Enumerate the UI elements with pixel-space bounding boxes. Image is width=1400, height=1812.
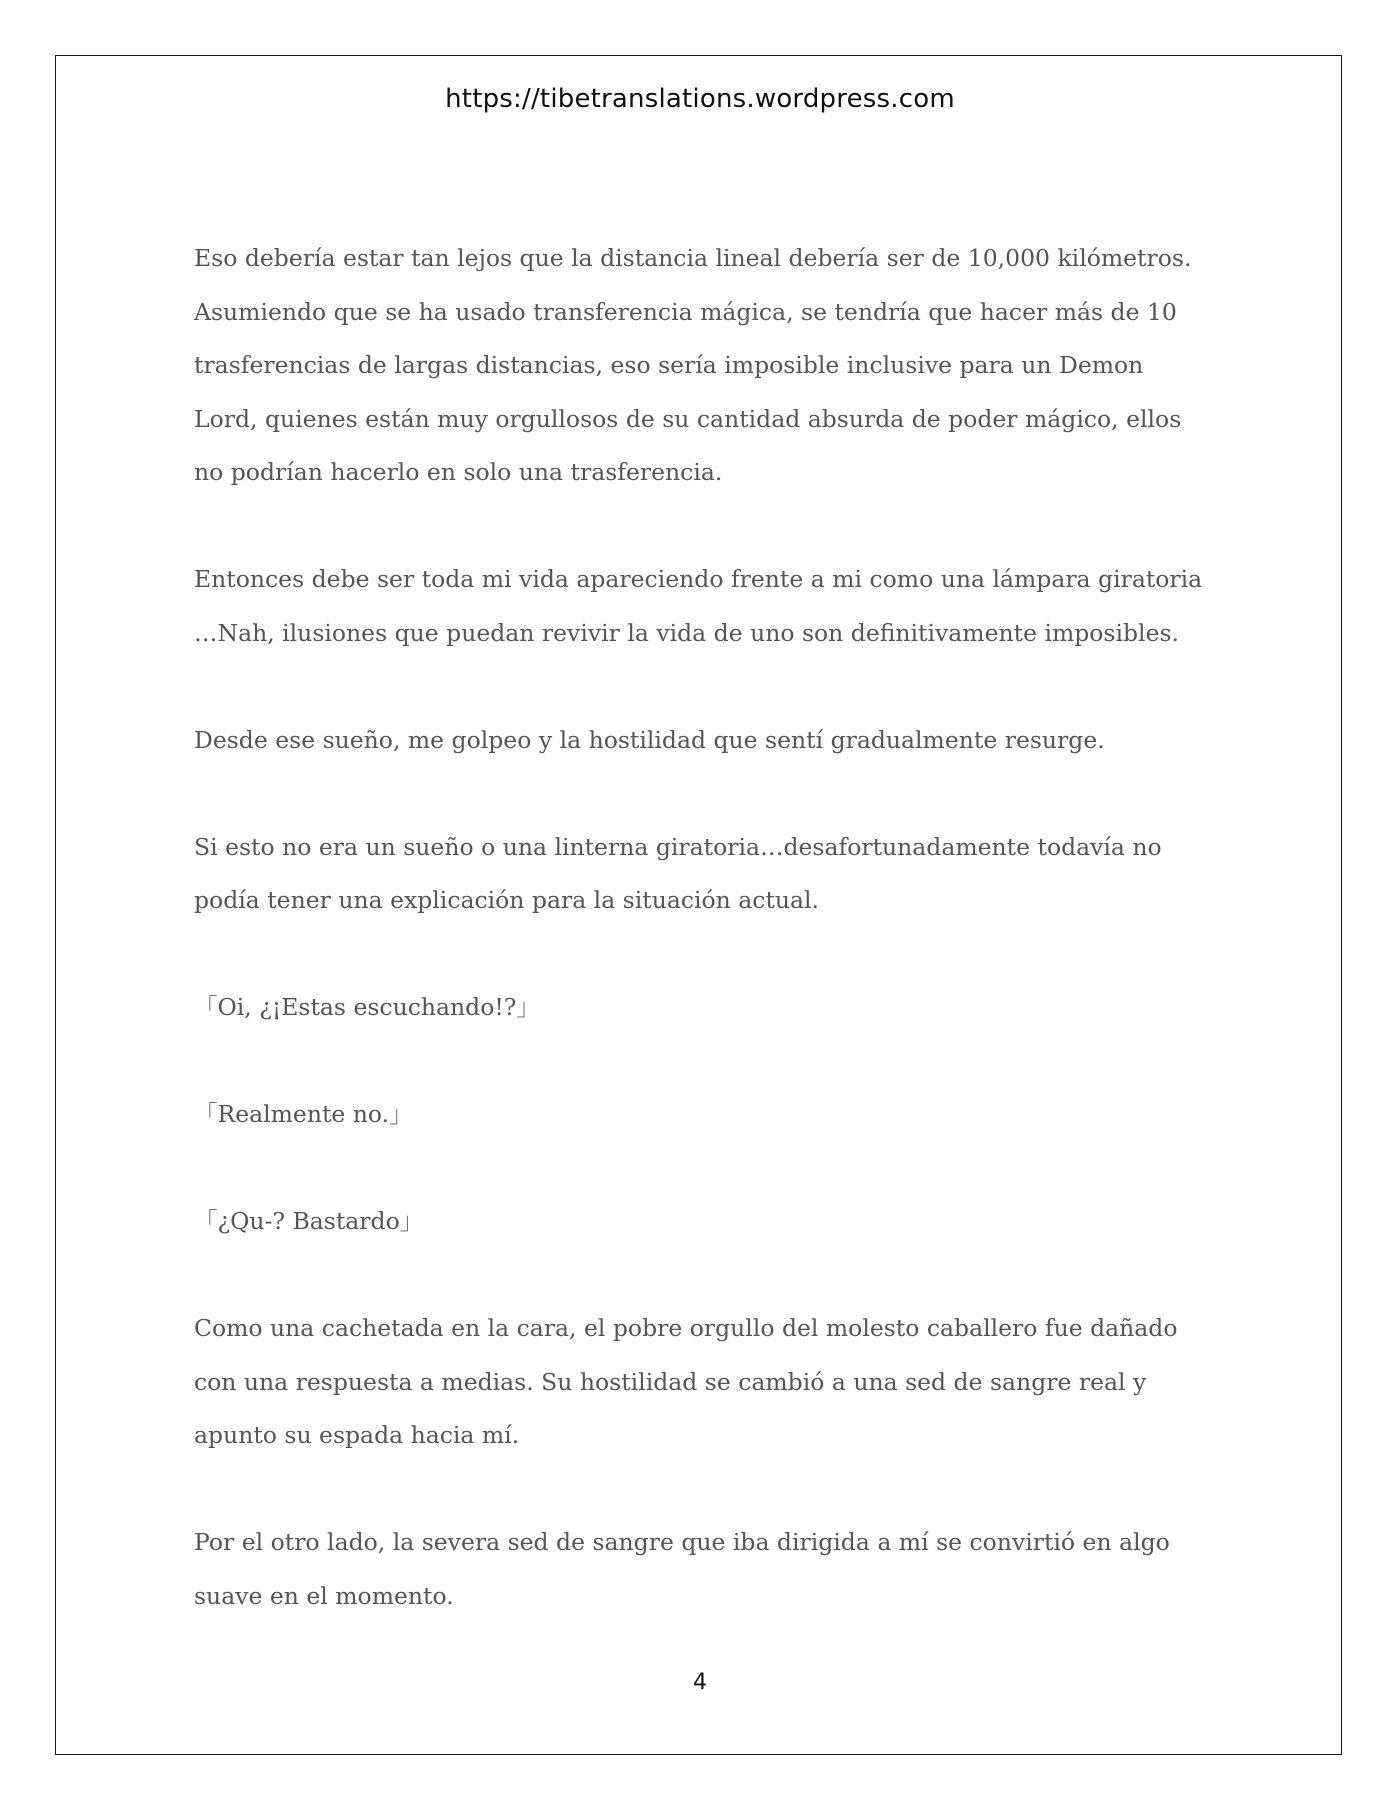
- page-number: 4: [693, 1670, 707, 1695]
- document-body: [194, 232, 1214, 1677]
- dialogue-line: 「¿Qu-? Bastardo」: [194, 1207, 424, 1235]
- dialogue-line: 「Oi, ¿¡Estas escuchando!?」: [194, 993, 540, 1021]
- paragraph: Desde ese sueño, me golpeo y la hostilidad que sentí gradualmente resurge.: [194, 725, 1105, 754]
- dialogue-line: 「Realmente no.」: [194, 1100, 413, 1128]
- paragraph: Si esto no era un sueño o una linterna giratoria…desafortunadamente todavía no podía tener una explicación para la situación actual.: [194, 832, 1162, 914]
- paragraph: Por el otro lado, la severa sed de sangre que iba dirigida a mí se convirtió en algo suave en el momento.: [194, 1528, 1170, 1610]
- paragraph: Eso debería estar tan lejos que la distancia lineal debería ser de 10,000 kilómetros. Asumiendo que se ha usado transferencia mágica, se tendría que hacer más de 10 trasferencias de largas distancias, eso sería imposible inclusive para un Demon Lord, quienes están muy orgullosos de su cantidad absurda de poder mágico, ellos no podrían hacerlo en solo una trasferencia.: [194, 244, 1192, 486]
- header-url: https://tibetranslations.wordpress.com: [445, 84, 955, 114]
- paragraph: Entonces debe ser toda mi vida apareciendo frente a mi como una lámpara giratoria …Nah, ilusiones que puedan revivir la vida de uno son definitivamente imposibles.: [194, 565, 1203, 647]
- paragraph: Como una cachetada en la cara, el pobre orgullo del molesto caballero fue dañado con una respuesta a medias. Su hostilidad se cambió a una sed de sangre real y apunto su espada hacia mí.: [194, 1314, 1178, 1449]
